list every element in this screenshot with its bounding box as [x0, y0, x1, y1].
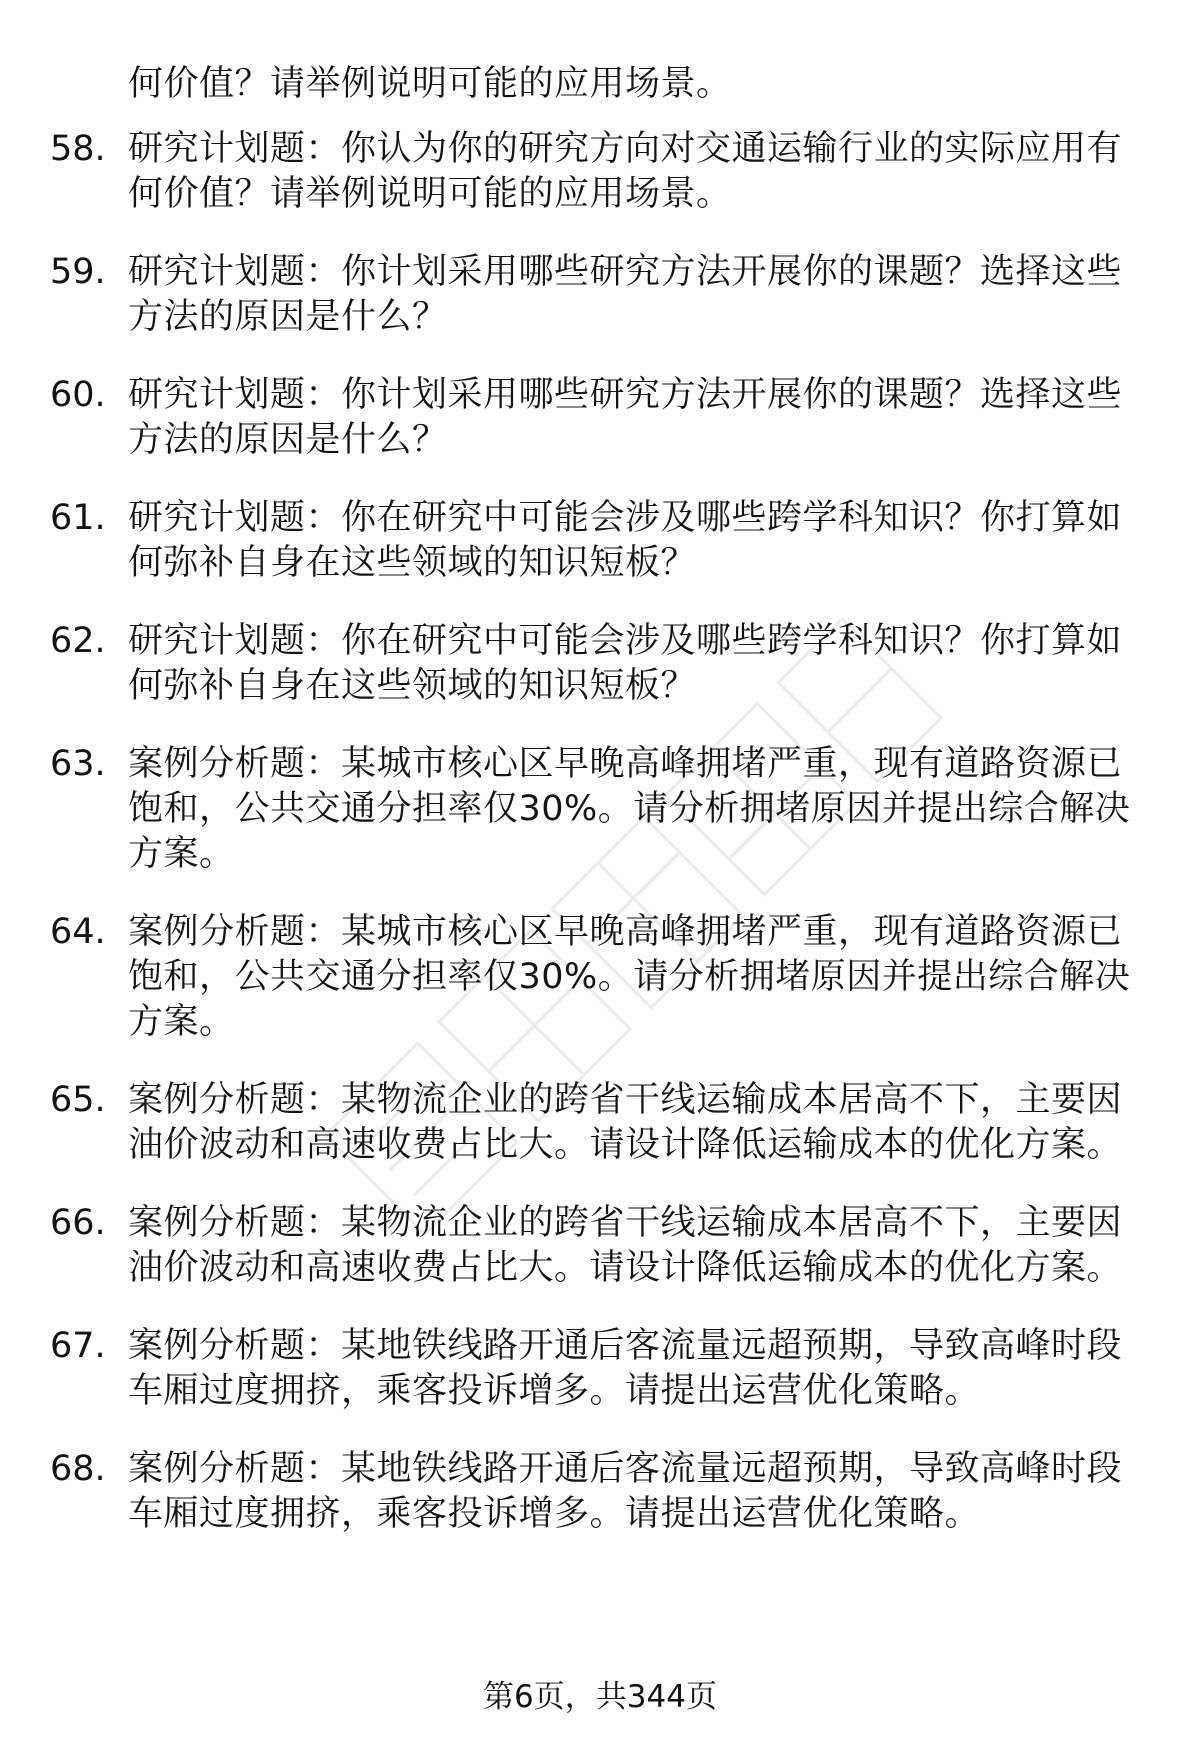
question-line: 研究计划题：你认为你的研究方向对交通运输行业的实际应用有	[128, 129, 1123, 169]
question-line: 案例分析题：某城市核心区早晚高峰拥堵严重，现有道路资源已	[128, 912, 1123, 952]
question-number: 60.	[50, 375, 106, 415]
question-line: 研究计划题：你计划采用哪些研究方法开展你的课题？选择这些	[128, 252, 1123, 292]
question-line: 何弥补自身在这些领域的知识短板？	[128, 666, 697, 706]
question-number: 64.	[50, 912, 106, 952]
question-line: 车厢过度拥挤，乘客投诉增多。请提出运营优化策略。	[128, 1494, 981, 1534]
question-text	[128, 619, 1148, 709]
question-line: 案例分析题：某地铁线路开通后客流量远超预期，导致高峰时段	[128, 1326, 1123, 1366]
question-line: 方案。	[128, 1002, 235, 1042]
question-number: 67.	[50, 1326, 106, 1366]
question-text	[128, 1324, 1148, 1414]
question-number: 58.	[50, 129, 106, 169]
question-text	[128, 496, 1148, 586]
question-text	[128, 1201, 1148, 1291]
question-line: 何价值？请举例说明可能的应用场景。	[128, 174, 732, 214]
question-text	[128, 1447, 1148, 1537]
continuation-line: 何价值？请举例说明可能的应用场景。	[128, 64, 732, 104]
question-line: 研究计划题：你在研究中可能会涉及哪些跨学科知识？你打算如	[128, 498, 1123, 538]
question-line: 方法的原因是什么？	[128, 297, 448, 337]
question-number: 63.	[50, 744, 106, 784]
question-text	[128, 250, 1148, 340]
question-number: 66.	[50, 1203, 106, 1243]
question-text	[128, 910, 1148, 1045]
question-text	[128, 742, 1148, 877]
question-line: 研究计划题：你在研究中可能会涉及哪些跨学科知识？你打算如	[128, 621, 1123, 661]
question-text	[128, 373, 1148, 463]
question-line: 方法的原因是什么？	[128, 420, 448, 460]
question-line: 研究计划题：你计划采用哪些研究方法开展你的课题？选择这些	[128, 375, 1123, 415]
question-line: 饱和，公共交通分担率仅30%。请分析拥堵原因并提出综合解决	[128, 957, 1131, 997]
question-line: 方案。	[128, 834, 235, 874]
question-number: 59.	[50, 252, 106, 292]
question-line: 油价波动和高速收费占比大。请设计降低运输成本的优化方案。	[128, 1125, 1123, 1165]
question-line: 案例分析题：某地铁线路开通后客流量远超预期，导致高峰时段	[128, 1449, 1123, 1489]
question-number: 65.	[50, 1080, 106, 1120]
question-line: 何弥补自身在这些领域的知识短板？	[128, 543, 697, 583]
question-line: 案例分析题：某物流企业的跨省干线运输成本居高不下，主要因	[128, 1203, 1123, 1243]
question-line: 车厢过度拥挤，乘客投诉增多。请提出运营优化策略。	[128, 1371, 981, 1411]
question-line: 油价波动和高速收费占比大。请设计降低运输成本的优化方案。	[128, 1248, 1123, 1288]
question-text	[128, 127, 1148, 217]
question-line: 饱和，公共交通分担率仅30%。请分析拥堵原因并提出综合解决	[128, 789, 1131, 829]
question-number: 61.	[50, 498, 106, 538]
question-number: 62.	[50, 621, 106, 661]
question-text	[128, 1078, 1148, 1168]
question-line: 案例分析题：某物流企业的跨省干线运输成本居高不下，主要因	[128, 1080, 1123, 1120]
page-indicator: 第6页，共344页	[483, 1679, 717, 1715]
question-line: 案例分析题：某城市核心区早晚高峰拥堵严重，现有道路资源已	[128, 744, 1123, 784]
question-number: 68.	[50, 1449, 106, 1489]
